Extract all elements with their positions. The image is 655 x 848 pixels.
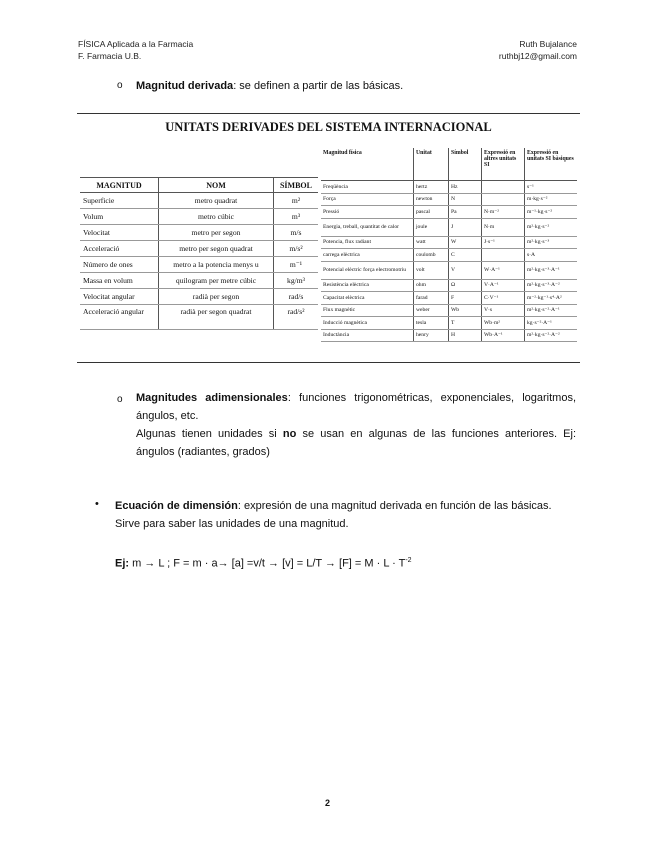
- cell-magnitud: Número de ones: [80, 257, 159, 273]
- cell-expressio-altres: V·s: [482, 304, 525, 317]
- example-exponent: -2: [405, 557, 412, 564]
- cell-magnitud-fisica: Pressió: [321, 206, 414, 219]
- table-row: [321, 329, 577, 342]
- cell-simbol: rad/s²: [274, 305, 319, 330]
- adimensional-note-a: Algunas tienen unidades si: [136, 428, 283, 440]
- cell-nom: metro cúbic: [159, 209, 274, 225]
- cell-expressio-basiques: m⁻²·kg⁻¹·s⁴·A²: [525, 292, 578, 305]
- cell-unitat: newton: [414, 193, 449, 206]
- si-units-figure: [77, 113, 580, 363]
- cell-expressio-basiques: m⁻¹·kg·s⁻²: [525, 206, 578, 219]
- cell-simbol: N: [449, 193, 482, 206]
- table-row: [321, 304, 577, 317]
- header-course: FÍSICA Aplicada a la Farmacia: [78, 39, 194, 49]
- cell-unitat: farad: [414, 292, 449, 305]
- derived-units-table: [80, 177, 318, 330]
- cell-simbol: m/s²: [274, 241, 319, 257]
- cell-magnitud: Velocitat: [80, 225, 159, 241]
- cell-simbol: Hz: [449, 181, 482, 194]
- cell-unitat: volt: [414, 261, 449, 279]
- cell-magnitud: Volum: [80, 209, 159, 225]
- dimension-term: Ecuación de dimensión: [115, 500, 238, 512]
- cell-magnitud-fisica: Flux magnètic: [321, 304, 414, 317]
- cell-expressio-altres: N·m: [482, 218, 525, 236]
- cell-expressio-basiques: kg·s⁻²·A⁻¹: [525, 317, 578, 330]
- cell-magnitud-fisica: Potencia, flux radiant: [321, 236, 414, 249]
- example-label: Ej:: [115, 557, 130, 570]
- col-magnitud-fisica: Magnitud física: [321, 148, 414, 181]
- cell-simbol: W: [449, 236, 482, 249]
- cell-simbol: C: [449, 249, 482, 262]
- table-row: [321, 249, 577, 262]
- cell-magnitud-fisica: Inductància: [321, 329, 414, 342]
- col-simbol: SÍMBOL: [274, 178, 319, 193]
- cell-magnitud: Acceleració: [80, 241, 159, 257]
- dimension-paragraph: [115, 497, 577, 533]
- cell-expressio-basiques: m²·kg·s⁻²·A⁻²: [525, 329, 578, 342]
- col-expressio-altres: Expressió en altres unitats SI: [482, 148, 525, 181]
- cell-nom: metro a la potencia menys u: [159, 257, 274, 273]
- cell-magnitud-fisica: carrega elèctrica: [321, 249, 414, 262]
- cell-simbol: m²: [274, 193, 319, 209]
- cell-expressio-altres: V·A⁻¹: [482, 279, 525, 292]
- table-row: [321, 279, 577, 292]
- cell-expressio-altres: C·V⁻¹: [482, 292, 525, 305]
- cell-magnitud-fisica: Potencial elèctric força electromotriu: [321, 261, 414, 279]
- adimensional-text: : funciones trigonométricas, exponenciales, logaritmos, ángulos, etc.: [136, 392, 577, 422]
- cell-simbol: rad/s: [274, 289, 319, 305]
- table-header-row: [321, 148, 577, 181]
- cell-expressio-basiques: m·kg·s⁻²: [525, 193, 578, 206]
- cell-nom: radià per segon: [159, 289, 274, 305]
- derived-paragraph: [136, 77, 576, 95]
- adimensional-paragraph: [136, 389, 576, 461]
- header-right: [499, 38, 577, 62]
- figure-title: UNITATS DERIVADES DEL SISTEMA INTERNACIONAL: [165, 120, 492, 134]
- table-row: [80, 273, 318, 289]
- dimension-text: : expresión de una magnitud derivada en función de las básicas. Sirve para saber las unidades de una magnitud.: [115, 500, 552, 530]
- dimension-bullet: •: [95, 498, 99, 510]
- cell-simbol: H: [449, 329, 482, 342]
- header-author: Ruth Bujalance: [519, 39, 577, 49]
- cell-unitat: watt: [414, 236, 449, 249]
- cell-unitat: henry: [414, 329, 449, 342]
- cell-expressio-altres: Wb·A⁻¹: [482, 329, 525, 342]
- cell-expressio-basiques: m²·kg·s⁻³·A⁻¹: [525, 261, 578, 279]
- cell-simbol: Wb: [449, 304, 482, 317]
- cell-simbol: m/s: [274, 225, 319, 241]
- col-expressio-basiques: Expressió en unitats SI bàsiques: [525, 148, 578, 181]
- cell-unitat: tesla: [414, 317, 449, 330]
- table-row: [80, 289, 318, 305]
- table-row: [321, 206, 577, 219]
- cell-magnitud: Massa en volum: [80, 273, 159, 289]
- si-expression-body: [321, 181, 577, 342]
- cell-expressio-altres: Wb·m²: [482, 317, 525, 330]
- cell-expressio-altres: W·A⁻¹: [482, 261, 525, 279]
- col-nom: NOM: [159, 178, 274, 193]
- cell-expressio-altres: [482, 249, 525, 262]
- table-row: [80, 209, 318, 225]
- table-row: [321, 181, 577, 194]
- table-row: [80, 257, 318, 273]
- cell-magnitud-fisica: Freqüència: [321, 181, 414, 194]
- table-row: [80, 305, 318, 330]
- si-expression-table: [321, 148, 577, 342]
- derived-bullet: o: [117, 80, 123, 91]
- adimensional-note-b: se usan en algunas de las funciones anteriores. Ej: ángulos (radiantes, grados): [136, 428, 577, 458]
- cell-nom: radià per segon quadrat: [159, 305, 274, 330]
- cell-simbol: T: [449, 317, 482, 330]
- cell-expressio-basiques: s·A: [525, 249, 578, 262]
- cell-nom: metro per segon quadrat: [159, 241, 274, 257]
- cell-simbol: Ω: [449, 279, 482, 292]
- table-row: [321, 292, 577, 305]
- table-row: [321, 218, 577, 236]
- cell-expressio-basiques: s⁻¹: [525, 181, 578, 194]
- table-row: [80, 225, 318, 241]
- cell-unitat: ohm: [414, 279, 449, 292]
- cell-expressio-basiques: m²·kg·s⁻³: [525, 236, 578, 249]
- cell-magnitud-fisica: Capacitat elèctrica: [321, 292, 414, 305]
- cell-expressio-basiques: m²·kg·s⁻³·A⁻²: [525, 279, 578, 292]
- page-number: 2: [324, 798, 330, 808]
- table-row: [321, 317, 577, 330]
- adimensional-bullet: o: [117, 394, 123, 405]
- adimensional-term: Magnitudes adimensionales: [136, 392, 288, 404]
- adimensional-note-no: no: [282, 428, 297, 440]
- cell-nom: metro per segon: [159, 225, 274, 241]
- table-row: [80, 241, 318, 257]
- cell-magnitud-fisica: Força: [321, 193, 414, 206]
- table-row: [321, 261, 577, 279]
- derived-text: : se definen a partir de las básicas.: [233, 80, 404, 92]
- header-left: [78, 38, 193, 62]
- cell-simbol: Pa: [449, 206, 482, 219]
- header-faculty: F. Farmacia U.B.: [78, 51, 142, 61]
- cell-expressio-altres: N·m⁻²: [482, 206, 525, 219]
- example-text: m → L ; F = m · a→ [a] =v/t → [v] = L/T → [F] = M · L · T: [129, 557, 406, 570]
- derived-term: Magnitud derivada: [136, 80, 234, 92]
- cell-simbol: F: [449, 292, 482, 305]
- table-row: [80, 193, 318, 209]
- cell-unitat: pascal: [414, 206, 449, 219]
- col-unitat: Unitat: [414, 148, 449, 181]
- table-header-row: [80, 178, 318, 193]
- cell-nom: quilogram per metre cúbic: [159, 273, 274, 289]
- cell-unitat: joule: [414, 218, 449, 236]
- cell-magnitud: Superficie: [80, 193, 159, 209]
- cell-unitat: coulomb: [414, 249, 449, 262]
- cell-magnitud-fisica: Inducció magnètica: [321, 317, 414, 330]
- cell-expressio-altres: J·s⁻¹: [482, 236, 525, 249]
- dimension-example: [115, 552, 577, 573]
- cell-magnitud: Velocitat angular: [80, 289, 159, 305]
- cell-simbol: kg/m³: [274, 273, 319, 289]
- cell-simbol: m⁻¹: [274, 257, 319, 273]
- col-magnitud: MAGNITUD: [80, 178, 159, 193]
- cell-magnitud: Acceleració angular: [80, 305, 159, 330]
- cell-simbol: m³: [274, 209, 319, 225]
- cell-magnitud-fisica: Energia, treball, quantitat de calor: [321, 218, 414, 236]
- cell-expressio-altres: [482, 181, 525, 194]
- cell-expressio-basiques: m²·kg·s⁻²: [525, 218, 578, 236]
- cell-expressio-altres: [482, 193, 525, 206]
- cell-unitat: weber: [414, 304, 449, 317]
- cell-nom: metro quadrat: [159, 193, 274, 209]
- cell-simbol: J: [449, 218, 482, 236]
- table-row: [321, 236, 577, 249]
- col-simbol: Símbol: [449, 148, 482, 181]
- table-row: [321, 193, 577, 206]
- cell-expressio-basiques: m²·kg·s⁻²·A⁻¹: [525, 304, 578, 317]
- cell-unitat: hertz: [414, 181, 449, 194]
- cell-simbol: V: [449, 261, 482, 279]
- header-email: ruthbj12@gmail.com: [498, 51, 577, 61]
- cell-magnitud-fisica: Resistència elèctrica: [321, 279, 414, 292]
